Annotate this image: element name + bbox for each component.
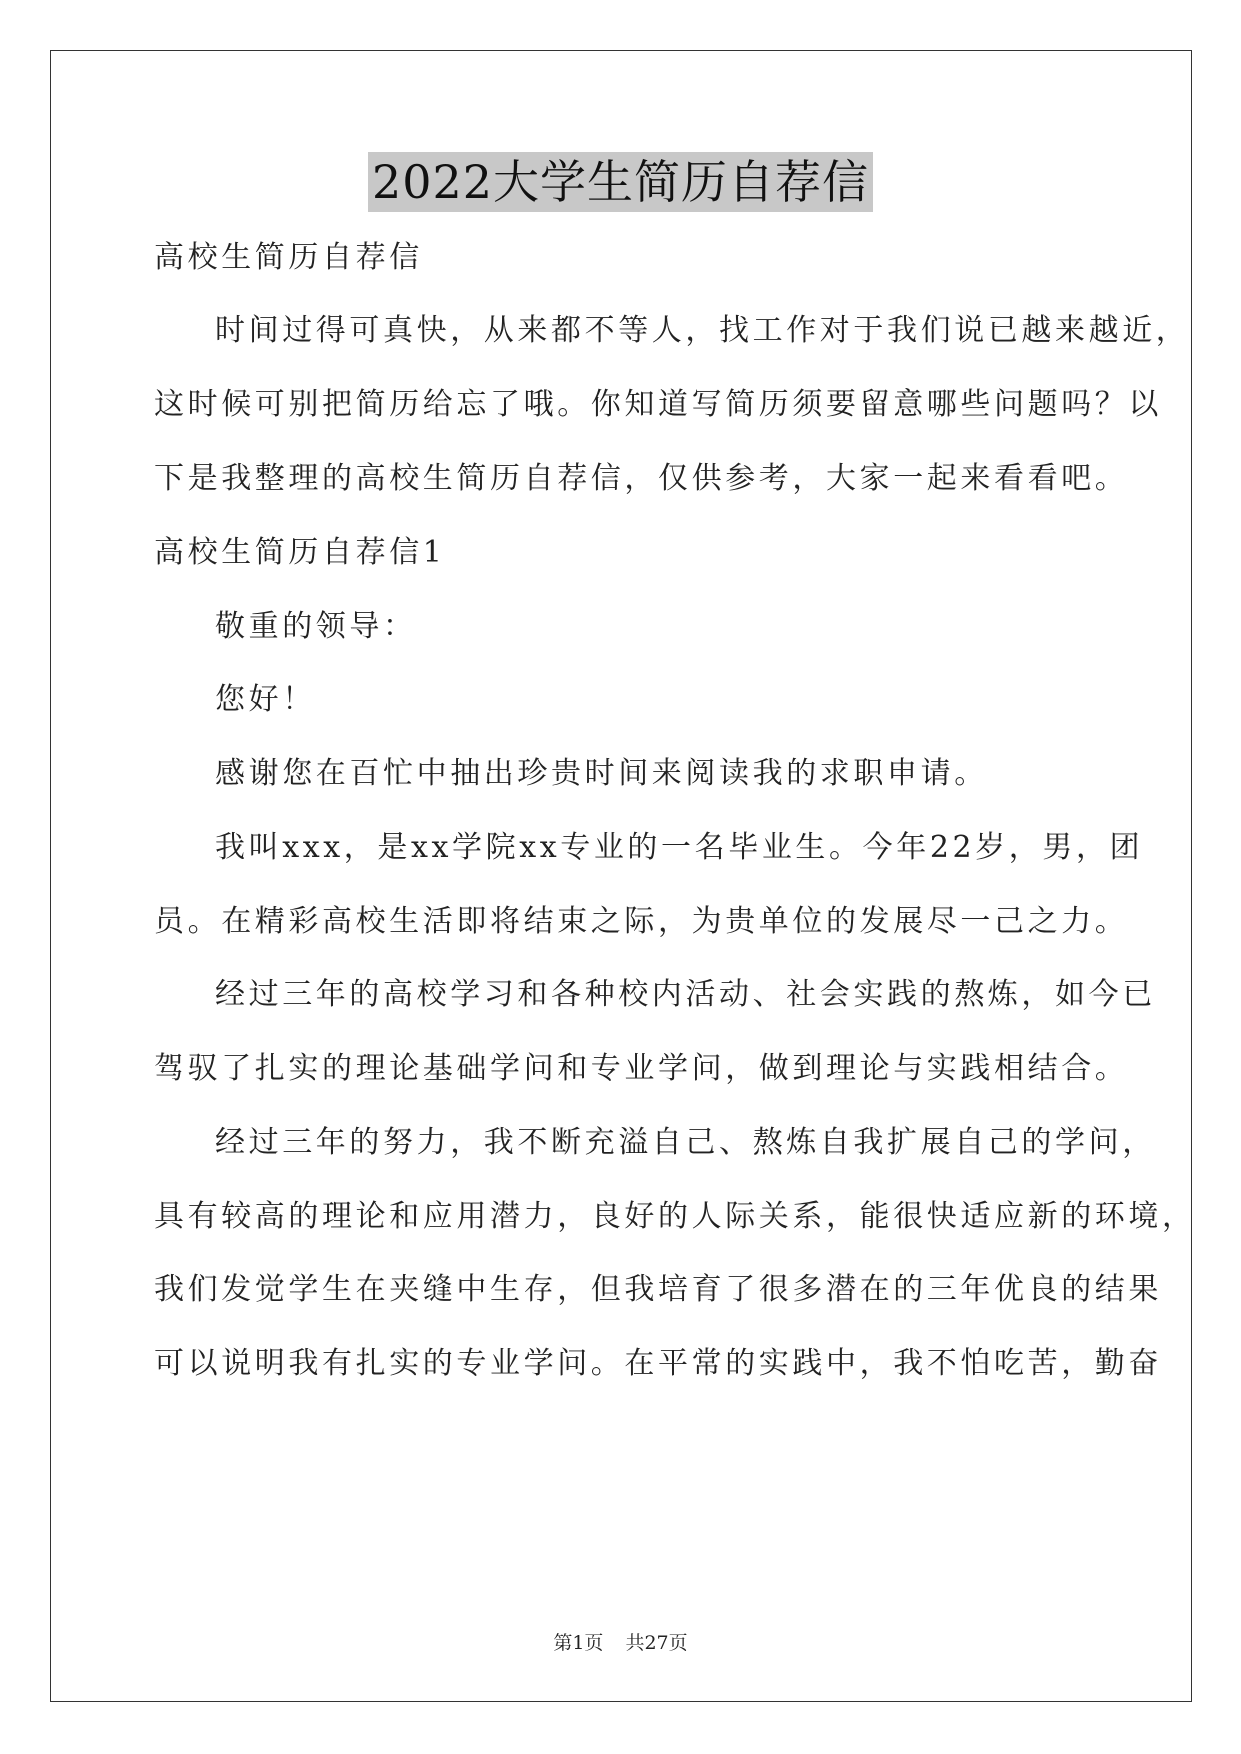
page-total: 共27页 bbox=[625, 1632, 688, 1654]
paragraph-line: 我们发觉学生在夹缝中生存，但我培育了很多潜在的三年优良的结果 bbox=[154, 1272, 1162, 1307]
paragraph-line: 感谢您在百忙中抽出珍贵时间来阅读我的求职申请。 bbox=[215, 756, 988, 791]
paragraph-line: 下是我整理的高校生简历自荐信，仅供参考，大家一起来看看吧。 bbox=[154, 461, 1129, 496]
page-border bbox=[50, 50, 1196, 1702]
document-title: 2022大学生简历自荐信 bbox=[368, 152, 873, 212]
greeting: 您好！ bbox=[215, 682, 316, 717]
section-heading: 高校生简历自荐信1 bbox=[154, 535, 446, 570]
paragraph-line: 员。在精彩高校生活即将结束之际，为贵单位的发展尽一己之力。 bbox=[154, 904, 1129, 939]
paragraph-line: 这时候可别把简历给忘了哦。你知道写简历须要留意哪些问题吗？以 bbox=[154, 387, 1162, 422]
title-container bbox=[0, 152, 1241, 212]
paragraph-line: 具有较高的理论和应用潜力，良好的人际关系，能很快适应新的环境， bbox=[154, 1199, 1196, 1234]
paragraph-line: 经过三年的努力，我不断充溢自己、熬炼自我扩展自己的学问， bbox=[215, 1125, 1156, 1160]
salutation: 敬重的领导： bbox=[215, 609, 417, 644]
paragraph-line: 我叫xxx，是xx学院xx专业的一名毕业生。今年22岁，男，团 bbox=[215, 830, 1144, 865]
paragraph-line: 时间过得可真快，从来都不等人，找工作对于我们说已越来越近， bbox=[215, 313, 1190, 348]
page-footer bbox=[0, 1628, 1241, 1655]
paragraph-line: 可以说明我有扎实的专业学问。在平常的实践中，我不怕吃苦，勤奋 bbox=[154, 1346, 1162, 1381]
page-number: 第1页 bbox=[553, 1632, 604, 1654]
section-heading: 高校生简历自荐信 bbox=[154, 240, 423, 275]
paragraph-line: 经过三年的高校学习和各种校内活动、社会实践的熬炼，如今已 bbox=[215, 977, 1156, 1012]
paragraph-line: 驾驭了扎实的理论基础学问和专业学问，做到理论与实践相结合。 bbox=[154, 1051, 1129, 1086]
